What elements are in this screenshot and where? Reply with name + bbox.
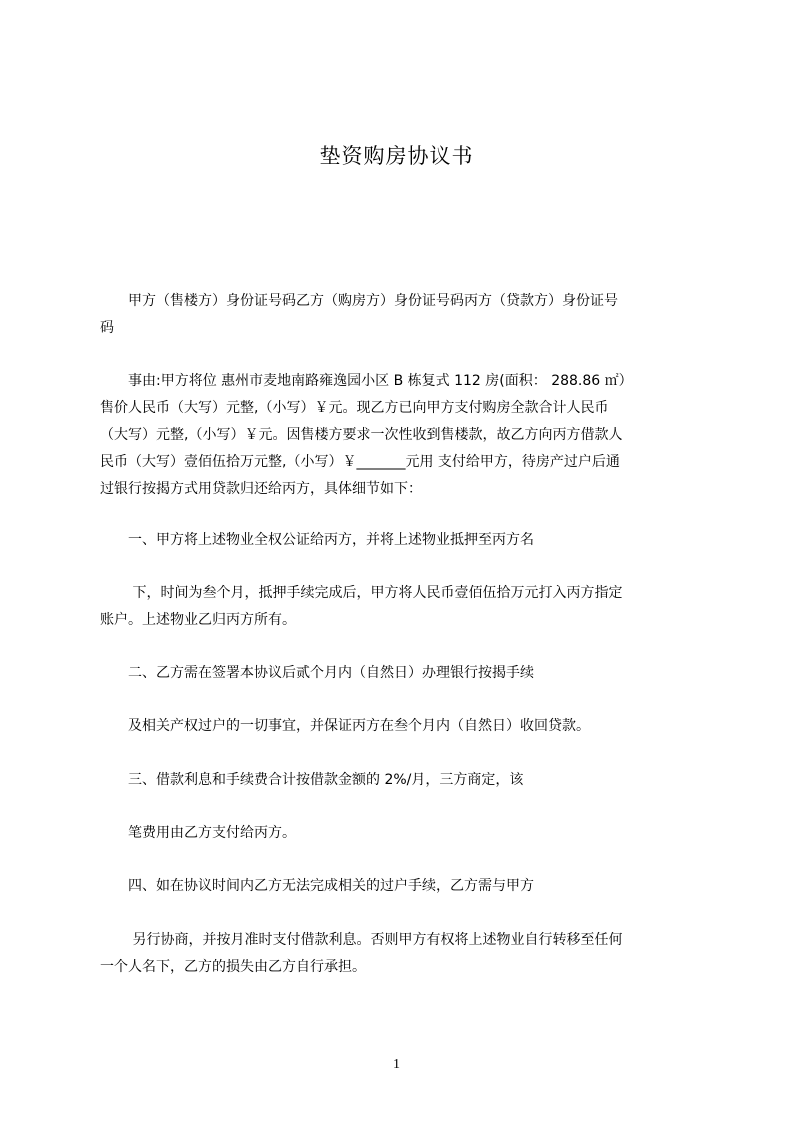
clause-body-line: 笔费用由乙方支付给丙方。 — [100, 825, 296, 841]
clause-heading-line: 一、甲方将上述物业全权公证给丙方，并将上述物业抵押至丙方名 — [100, 532, 534, 548]
clause-4-heading — [100, 873, 700, 900]
clause-heading-line: 四、如在协议时间内乙方无法完成相关的过户手续，乙方需与甲方 — [100, 878, 534, 894]
clause-3-heading — [100, 767, 700, 794]
cause-line: 民币（大写）壹佰伍拾万元整,（小写）￥_______元用 支付给甲方，待房产过户后通 — [100, 454, 620, 470]
clause-body-line: 一个人名下，乙方的损失由乙方自行承担。 — [100, 959, 366, 975]
cause-line: （大写）元整,（小写）￥元。因售楼方要求一次性收到售楼款，故乙方向丙方借款人 — [100, 427, 623, 443]
clause-3-body — [100, 820, 700, 847]
clause-2-body — [100, 713, 700, 740]
clause-heading-line: 三、借款利息和手续费合计按借款金额的 2%/月，三方商定，该 — [100, 772, 524, 788]
clause-2-heading — [100, 660, 700, 687]
cause-line: 售价人民币（大写）元整,（小写）￥元。现乙方已向甲方支付购房全款合计人民币 — [100, 400, 609, 416]
cause-paragraph — [100, 368, 700, 503]
clause-4-body — [100, 927, 700, 981]
document-title: 垫资购房协议书 — [319, 144, 474, 168]
parties-paragraph — [100, 288, 700, 342]
parties-line: 甲方（售楼方）身份证号码乙方（购房方）身份证号码丙方（贷款方）身份证号 — [100, 293, 618, 309]
page-number: 1 — [393, 1057, 400, 1072]
clause-body-line: 另行协商，并按月准时支付借款利息。否则甲方有权将上述物业自行转移至任何 — [100, 932, 623, 948]
cause-line: 事由:甲方将位 惠州市麦地南路雍逸园小区 B 栋复式 112 房(面积： 288.86 ㎡） — [100, 373, 633, 389]
clause-body-line: 及相关产权过户的一切事宜，并保证丙方在叁个月内（自然日）收回贷款。 — [100, 718, 590, 734]
clause-1-body — [100, 580, 700, 634]
clause-heading-line: 二、乙方需在签署本协议后贰个月内（自然日）办理银行按揭手续 — [100, 665, 534, 681]
clause-body-line: 下，时间为叁个月，抵押手续完成后，甲方将人民币壹佰伍拾万元打入丙方指定 — [100, 585, 623, 601]
cause-line: 过银行按揭方式用贷款归还给丙方，具体细节如下： — [100, 481, 422, 497]
clause-1-heading — [100, 527, 700, 554]
parties-line: 码 — [100, 320, 114, 336]
clause-body-line: 账户。上述物业乙归丙方所有。 — [100, 612, 296, 628]
